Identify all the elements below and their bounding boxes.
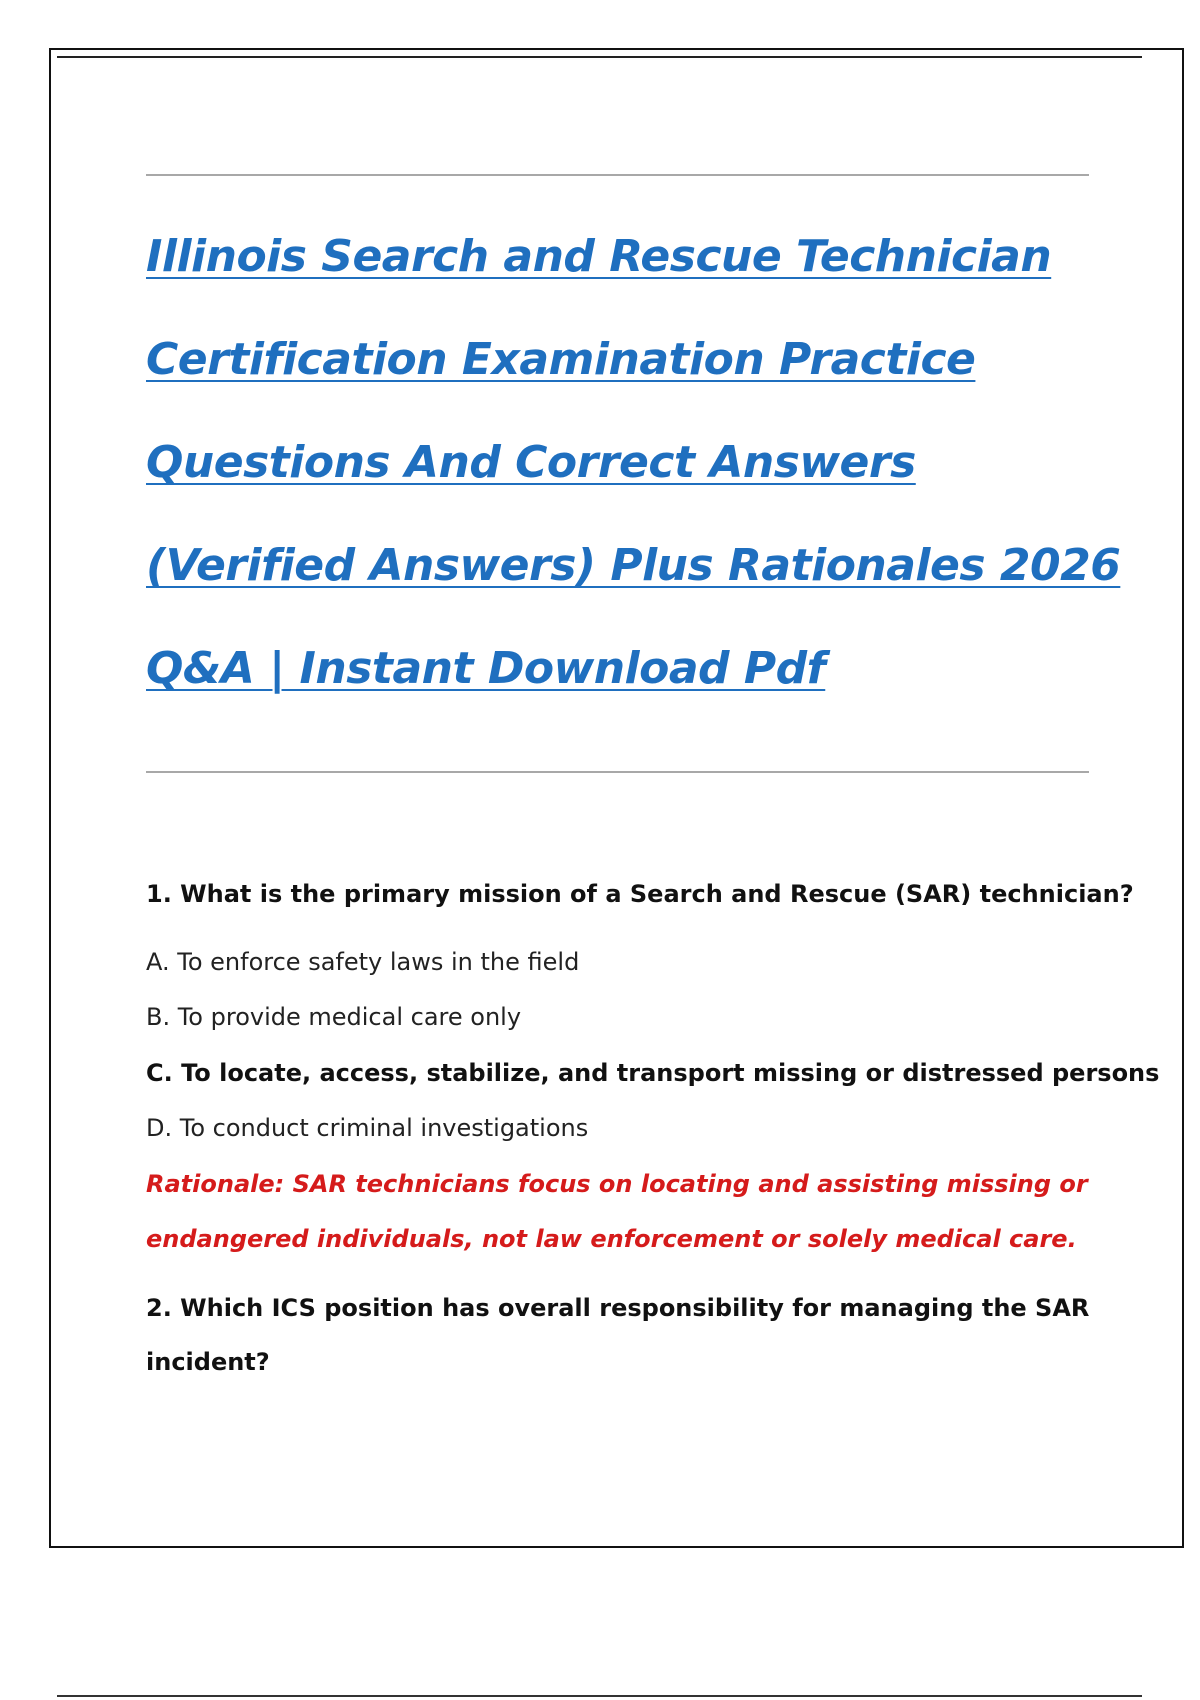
question-1-option-b: B. To provide medical care only: [146, 1003, 522, 1031]
next-page-top-rule: [57, 1695, 1142, 1697]
question-2-text-line: incident?: [146, 1348, 270, 1376]
question-1-option-a: A. To enforce safety laws in the field: [146, 948, 580, 976]
title-divider-bottom: [146, 771, 1089, 773]
title-line[interactable]: (Verified Answers) Plus Rationales 2026: [146, 540, 1121, 591]
question-1-rationale-line: Rationale: SAR technicians focus on locating and assisting missing or: [146, 1170, 1088, 1198]
question-1-text: 1. What is the primary mission of a Search and Rescue (SAR) technician?: [146, 880, 1134, 908]
question-1-option-c-correct: C. To locate, access, stabilize, and transport missing or distressed persons: [146, 1059, 1160, 1087]
top-rule: [57, 56, 1142, 58]
question-1-option-d: D. To conduct criminal investigations: [146, 1114, 589, 1142]
title-line[interactable]: Illinois Search and Rescue Technician: [146, 231, 1052, 282]
question-2-text-line: 2. Which ICS position has overall responsibility for managing the SAR: [146, 1294, 1090, 1322]
title-divider-top: [146, 174, 1089, 176]
question-1-rationale-line: endangered individuals, not law enforcement or solely medical care.: [146, 1225, 1077, 1253]
title-line[interactable]: Certification Examination Practice: [146, 334, 976, 385]
title-line[interactable]: Questions And Correct Answers: [146, 437, 916, 488]
title-line[interactable]: Q&A | Instant Download Pdf: [146, 643, 826, 694]
document-title[interactable]: [146, 205, 1121, 720]
